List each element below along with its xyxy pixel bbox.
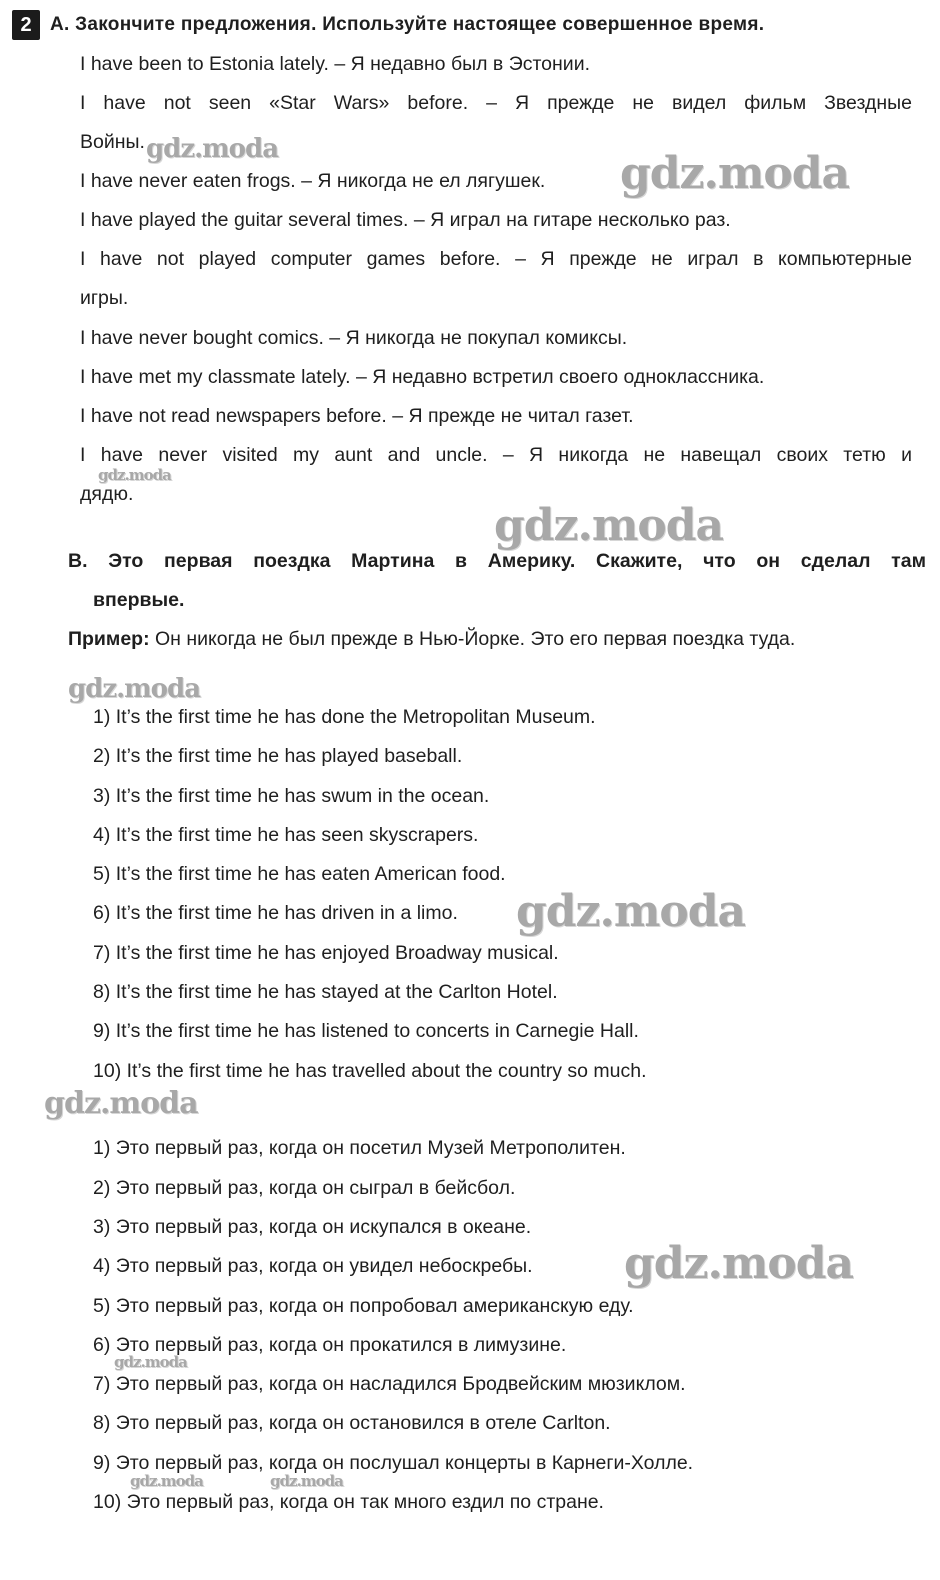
- russian-answer: 8) Это первый раз, когда он остановился в отеле Carlton.: [93, 1412, 611, 1434]
- russian-answer: 4) Это первый раз, когда он увидел небоскребы.: [93, 1255, 533, 1277]
- english-answer: 2) It’s the first time he has played baseball.: [93, 745, 463, 767]
- section-a-line: I have not seen «Star Wars» before. – Я прежде не видел фильм Звездные: [80, 92, 912, 114]
- section-b-title-cont: впервые.: [93, 589, 185, 611]
- watermark: gdz.moda: [114, 1353, 187, 1371]
- section-a-title: А. Закончите предложения. Используйте настоящее совершенное время.: [50, 14, 765, 35]
- russian-answer: 5) Это первый раз, когда он попробовал американскую еду.: [93, 1295, 634, 1317]
- russian-answer: 9) Это первый раз, когда он послушал концерты в Карнеги-Холле.: [93, 1452, 694, 1474]
- section-a-line: I have met my classmate lately. – Я недавно встретил своего одноклассника.: [80, 366, 765, 388]
- watermark: gdz.moda: [68, 674, 201, 704]
- russian-answer: 2) Это первый раз, когда он сыграл в бейсбол.: [93, 1177, 516, 1199]
- watermark: gdz.moda: [98, 466, 171, 484]
- english-answer: 9) It’s the first time he has listened to concerts in Carnegie Hall.: [93, 1020, 639, 1042]
- english-answer: 3) It’s the first time he has swum in the ocean.: [93, 785, 490, 807]
- watermark: gdz.moda: [620, 148, 850, 199]
- section-a-line: I have not read newspapers before. – Я прежде не читал газет.: [80, 405, 634, 427]
- example-line: [68, 627, 795, 651]
- section-a-line: I have never bought comics. – Я никогда не покупал комиксы.: [80, 327, 628, 349]
- watermark: gdz.moda: [270, 1472, 343, 1490]
- watermark: gdz.moda: [516, 886, 746, 937]
- russian-answer: 6) Это первый раз, когда он прокатился в лимузине.: [93, 1334, 567, 1356]
- english-answer: 4) It’s the first time he has seen skyscrapers.: [93, 824, 479, 846]
- watermark: gdz.moda: [146, 134, 279, 164]
- section-a-line: I have never eaten frogs. – Я никогда не ел лягушек.: [80, 170, 546, 192]
- section-a-line: I have not played computer games before. – Я прежде не играл в компьютерные: [80, 248, 912, 270]
- exercise-number: 2: [12, 10, 40, 40]
- section-a-line: I have been to Estonia lately. – Я недавно был в Эстонии.: [80, 53, 590, 75]
- watermark: gdz.moda: [130, 1472, 203, 1490]
- english-answer: 7) It’s the first time he has enjoyed Broadway musical.: [93, 942, 559, 964]
- russian-answer: 3) Это первый раз, когда он искупался в океане.: [93, 1216, 532, 1238]
- example-text: Он никогда не был прежде в Нью-Йорке. Это его первая поездка туда.: [149, 628, 796, 650]
- section-a-line: Войны.: [80, 131, 145, 153]
- russian-answer: 7) Это первый раз, когда он насладился Бродвейским мюзиклом.: [93, 1373, 686, 1395]
- watermark: gdz.moda: [624, 1238, 854, 1289]
- exercise-header: [12, 8, 764, 42]
- english-answer: 6) It’s the first time he has driven in a limo.: [93, 902, 458, 924]
- russian-answer: 1) Это первый раз, когда он посетил Музей Метрополитен.: [93, 1137, 626, 1159]
- example-label: Пример:: [68, 628, 150, 650]
- section-a-line: I have played the guitar several times. – Я играл на гитаре несколько раз.: [80, 209, 731, 231]
- english-answer: 5) It’s the first time he has eaten American food.: [93, 863, 506, 885]
- watermark: gdz.moda: [44, 1086, 198, 1121]
- section-a-line: дядю.: [80, 483, 134, 505]
- section-b-title: В. Это первая поездка Мартина в Америку. Скажите, что он сделал там: [68, 550, 926, 572]
- section-a-line: игры.: [80, 287, 129, 309]
- english-answer: 8) It’s the first time he has stayed at the Carlton Hotel.: [93, 981, 558, 1003]
- english-answer: 10) It’s the first time he has travelled about the country so much.: [93, 1060, 647, 1082]
- watermark: gdz.moda: [494, 500, 724, 551]
- section-a-line: I have never visited my aunt and uncle. – Я никогда не навещал своих тетю и: [80, 444, 912, 466]
- english-answer: 1) It’s the first time he has done the Metropolitan Museum.: [93, 706, 596, 728]
- russian-answer: 10) Это первый раз, когда он так много ездил по стране.: [93, 1491, 604, 1513]
